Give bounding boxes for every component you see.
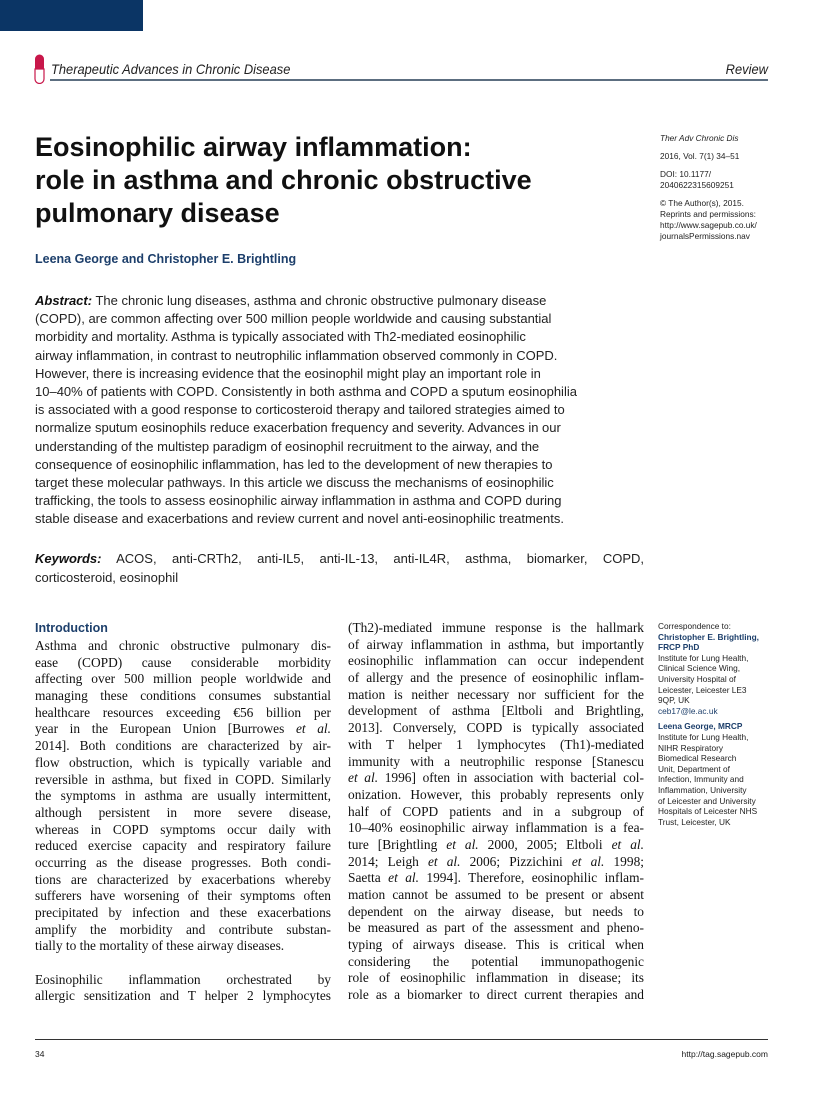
body-text-line: managing these conditions consumes substantial [35, 688, 331, 704]
section-heading-introduction: Introduction [35, 621, 108, 635]
address-line: Institute for Lung Health, [658, 731, 749, 742]
authors: Leena George and Christopher E. Brightling [35, 252, 297, 266]
body-text-line: of airway inflammation in asthma, but importantly [348, 636, 644, 652]
body-text-line: onization. However, this probably represents only [348, 786, 644, 802]
keywords-label: Keywords: [35, 551, 102, 566]
abstract-text: stable disease and exacerbations and review current and novel anti-eosinophilic treatments. [35, 511, 564, 527]
body-text-line: mation cannot be assumed to be present or absent [348, 887, 644, 902]
abstract-text: 10–40% of patients with COPD. Consistently in both asthma and COPD a sputum eosinophilia [35, 384, 577, 400]
abstract-line [35, 474, 635, 492]
address-line: NIHR Respiratory [658, 742, 724, 753]
abstract-text: airway inflammation, in contrast to neutrophilic inflammation observed commonly in COPD. [35, 347, 558, 363]
body-column-right [348, 620, 644, 1004]
correspondence-label: Correspondence to: [658, 621, 731, 631]
body-text-line: with T helper 1 lymphocytes (Th1)-mediated [348, 736, 644, 752]
article-title [35, 131, 532, 230]
address-line: 9QP, UK [658, 695, 690, 706]
address-line: Leicester, Leicester LE3 [658, 684, 747, 695]
address-line: Clinical Science Wing, [658, 663, 741, 674]
article-type: Review [725, 61, 768, 77]
body-text-line: reduced exercise capacity and respiratory failure [35, 838, 331, 854]
copyright: © The Author(s), 2015. [660, 198, 744, 208]
body-text-line: tially to the mortality of these airway diseases. [35, 938, 285, 954]
journal-color-bar [0, 0, 143, 31]
body-text-line: reversible in asthma, but fixed in COPD. Similarly [35, 771, 331, 787]
keywords-text: corticosteroid, eosinophil [35, 570, 179, 585]
abstract-text: morbidity and mortality. Asthma is typically associated with Th2-mediated eosinophilic [35, 329, 526, 345]
body-text-line: et al. 1996] often in association with bacterial col- [348, 770, 644, 786]
keywords-text: ACOS, anti-CRTh2, anti-IL5, anti-IL-13, anti-IL4R, asthma, biomarker, COPD, [101, 551, 644, 566]
abstract-line [35, 492, 635, 510]
abstract-text: understanding of the multistep paradigm of eosinophil recruitment to the airway, and the [35, 438, 540, 454]
address-line: Trust, Leicester, UK [658, 816, 731, 827]
journal-abbrev: Ther Adv Chronic Dis [660, 133, 739, 143]
body-text-line: healthcare resources exceeding €56 billion per [35, 704, 331, 720]
address-line: Hospitals of Leicester NHS [658, 806, 758, 817]
address-line: Institute for Lung Health, [658, 652, 749, 663]
abstract-line [35, 401, 635, 419]
body-text-line: (Th2)-mediated immune response is the hallmark [348, 620, 644, 635]
body-text-line: immunity with a neutrophilic response [Stanescu [348, 753, 644, 769]
body-text-line: affecting over 500 million people worldwide and [35, 671, 331, 687]
address-line: Inflammation, University [658, 784, 747, 795]
body-text-line: ture [Brightling et al. 2000, 2005; Eltboli et al. [348, 836, 644, 852]
abstract-line [35, 347, 635, 365]
body-text-line: amplify the morbidity and contribute substan- [35, 921, 331, 937]
header-rule [50, 79, 768, 81]
journal-url[interactable]: http://tag.sagepub.com [681, 1049, 768, 1059]
address-line: of Leicester and University [658, 795, 756, 806]
abstract-line [35, 419, 635, 437]
abstract-text: However, there is increasing evidence that the eosinophil might play an important role in [35, 365, 541, 381]
abstract-line [35, 328, 635, 346]
address-line: Infection, Immunity and [658, 774, 744, 785]
body-text-line: ease (COPD) cause considerable morbidity [35, 654, 331, 670]
abstract-line [35, 292, 635, 310]
body-text-line: dependent on the airway disease, but needs to [348, 903, 644, 919]
abstract-text: target these molecular pathways. In this article we discuss the mechanisms of eosinophilic [35, 475, 554, 491]
citation: 2016, Vol. 7(1) 34–51 [660, 151, 740, 161]
abstract-line [35, 510, 635, 528]
address-line: Unit, Department of [658, 763, 730, 774]
body-text-line: allergic sensitization and T helper 2 lymphocytes [35, 988, 331, 1004]
body-text-line: role as a biomarker to direct current therapies and [348, 987, 644, 1003]
abstract-text: consequence of eosinophilic inflammation, has led to the development of new therapies to [35, 456, 553, 472]
body-text-line: 2014]. Both conditions are characterized by air- [35, 738, 331, 754]
footer-rule [35, 1039, 768, 1040]
journal-name: Therapeutic Advances in Chronic Disease [51, 61, 291, 77]
reprints-link[interactable]: journalsPermissions.nav [660, 231, 750, 241]
abstract-line [35, 438, 635, 456]
body-text-line: precipitated by infection and these exacerbations [35, 905, 331, 920]
abstract [35, 292, 635, 529]
address-line: University Hospital of [658, 673, 736, 684]
body-text-line: 2013]. Conversely, COPD is typically associated [348, 720, 644, 736]
body-text-line: typing of airways disease. This is critical when [348, 937, 644, 953]
author2-name: Leena George, MRCP [658, 721, 743, 732]
title-line: role in asthma and chronic obstructive [35, 165, 532, 195]
article-meta [660, 133, 820, 242]
abstract-text: trafficking, the tools to assess eosinophilic airway inflammation in asthma and COPD during [35, 493, 562, 509]
body-text-line: mation is neither necessary nor sufficient for the [348, 686, 644, 702]
abstract-text: (COPD), are common affecting over 500 million people worldwide and causing substantial [35, 311, 552, 327]
body-text-line: occurring as the disease progresses. Both condi- [35, 854, 331, 870]
address-line: Biomedical Research [658, 753, 737, 764]
body-column-left [35, 620, 331, 1005]
body-text-line: tions are characterized by exacerbations whereby [35, 871, 331, 887]
title-line: pulmonary disease [35, 198, 280, 228]
abstract-line [35, 365, 635, 383]
abstract-text: normalize sputum eosinophils reduce exacerbation frequency and severity. Advances in our [35, 420, 561, 436]
body-text-line: flow obstruction, which is typically variable and [35, 754, 331, 770]
abstract-line [35, 310, 635, 328]
abstract-text: The chronic lung diseases, asthma and chronic obstructive pulmonary disease [92, 293, 547, 308]
body-text-line: 2014; Leigh et al. 2006; Pizzichini et al. 1998; [348, 853, 644, 869]
body-text-line: whereas in COPD symptoms occur daily with [35, 821, 331, 837]
correspondence [658, 621, 823, 827]
body-text-line: of allergy and the presence of eosinophilic inflam- [348, 670, 644, 686]
doi[interactable]: DOI: 10.1177/ [660, 169, 712, 179]
doi[interactable]: 2040622315609251 [660, 180, 734, 190]
body-text-line: sufferers have worsening of their symptoms often [35, 888, 331, 904]
body-text-line: Saetta et al. 1994]. Therefore, eosinophilic inflam- [348, 870, 644, 886]
body-text-line: be measured as part of the assessment and pheno- [348, 920, 644, 936]
body-text-line: Asthma and chronic obstructive pulmonary dis- [35, 638, 331, 653]
body-text-line: half of COPD patients and in a subgroup of [348, 803, 644, 819]
body-text-line: eosinophilic inflammation can occur independent [348, 653, 644, 669]
reprints-link[interactable]: http://www.sagepub.co.uk/ [660, 220, 757, 230]
abstract-line [35, 383, 635, 401]
reprints-label: Reprints and permissions: [660, 209, 756, 219]
abstract-line [35, 456, 635, 474]
body-text-line: role of eosinophilic inflammation in disease; its [348, 970, 644, 986]
body-text-line: year in the European Union [Burrowes et al. [35, 721, 331, 737]
abstract-text: is associated with a good response to corticosteroid therapy and tailored strategies aimed to [35, 402, 565, 418]
keywords [35, 549, 644, 587]
capsule-logo-icon [34, 54, 45, 84]
title-line: Eosinophilic airway inflammation: [35, 132, 472, 162]
body-text-line: although persistent in more severe disease, [35, 804, 331, 820]
body-text-line: the symptoms in asthma are usually intermittent, [35, 788, 331, 804]
body-text-line: Eosinophilic inflammation orchestrated by [35, 971, 331, 987]
body-text-line: 10–40% eosinophilic airway inflammation is a fea- [348, 820, 644, 836]
abstract-label: Abstract: [35, 293, 93, 308]
author1-name: Christopher E. Brightling, [658, 631, 759, 642]
author1-degree: FRCP PhD [658, 642, 700, 653]
author1-email[interactable]: ceb17@le.ac.uk [658, 705, 718, 716]
body-text-line: development of asthma [Eltboli and Brightling, [348, 703, 644, 719]
page-number: 34 [35, 1049, 45, 1059]
body-text-line: considering the potential immunopathogenic [348, 953, 644, 969]
